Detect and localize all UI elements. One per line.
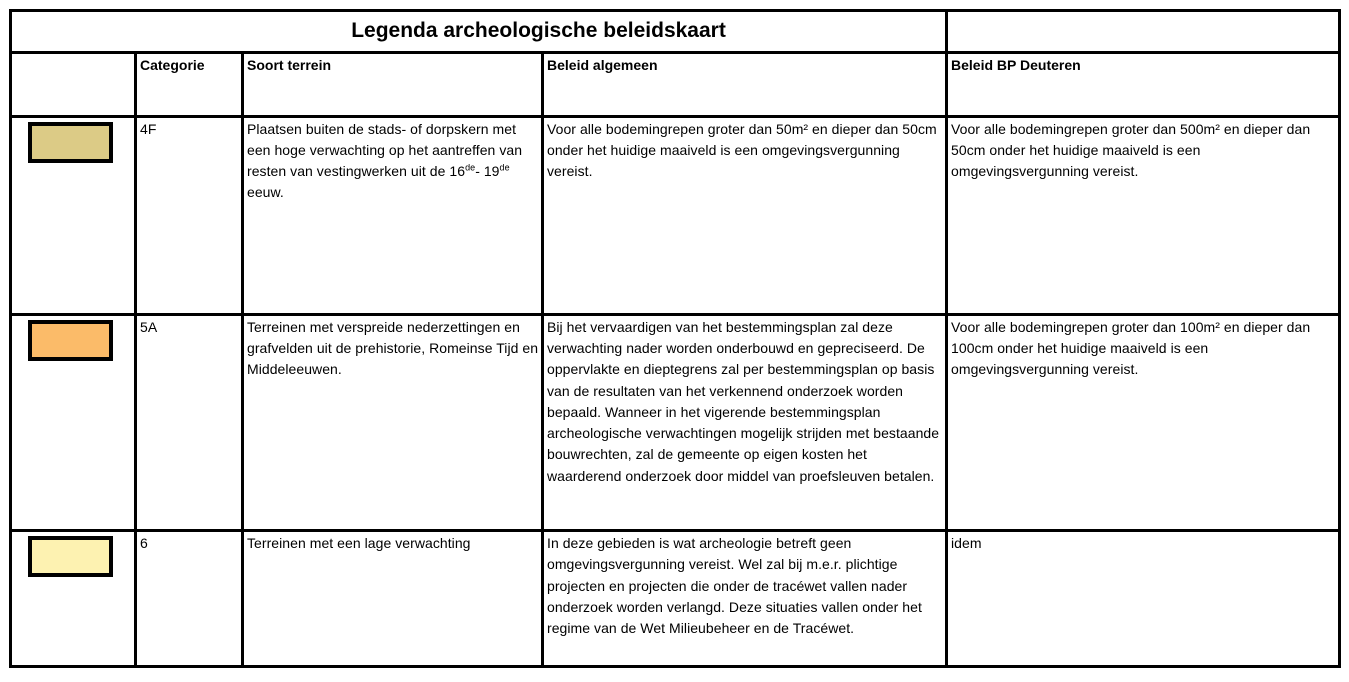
category-cell: 5A xyxy=(136,314,243,530)
table-row xyxy=(11,314,1340,530)
header-terrain: Soort terrein xyxy=(243,52,543,116)
swatch-cell xyxy=(11,530,136,666)
policy-bp-cell: Voor alle bodemingrepen groter dan 100m² en dieper dan 100cm onder het huidige maaiveld is een omgevingsvergunning vereist. xyxy=(947,314,1340,530)
color-swatch-4f xyxy=(28,122,113,163)
policy-bp-cell: idem xyxy=(947,530,1340,666)
policy-general-cell: Voor alle bodemingrepen groter dan 50m² en dieper dan 50cm onder het huidige maaiveld is een omgevingsvergunning vereist. xyxy=(543,116,947,314)
terrain-text: - 19 xyxy=(475,163,500,180)
policy-general-cell: Bij het vervaardigen van het bestemmingsplan zal deze verwachting nader worden onderbouwd en gepreciseerd. De oppervlakte en dieptegrens zal per bestemmingsplan op basis van de resultaten van het verkennend onderzoek worden bepaald. Wanneer in het vigerende bestemmingsplan archeologische verwachtingen mogelijk strijden met bestaande bouwrechten, zal de gemeente op eigen kosten het waarderend onderzoek door middel van proefsleuven betalen. xyxy=(543,314,947,530)
policy-bp-cell: Voor alle bodemingrepen groter dan 500m² en dieper dan 50cm onder het huidige maaiveld is een omgevingsvergunning vereist. xyxy=(947,116,1340,314)
superscript: de xyxy=(499,162,510,173)
title-empty-cell xyxy=(947,11,1340,53)
swatch-cell xyxy=(11,116,136,314)
category-cell: 4F xyxy=(136,116,243,314)
superscript: de xyxy=(465,162,476,173)
terrain-text: eeuw. xyxy=(247,184,284,201)
policy-general-cell: In deze gebieden is wat archeologie betreft geen omgevingsvergunning vereist. Wel zal bij m.e.r. plichtige projecten en projecten die onder de tracéwet vallen nader onderzoek worden verlangd. Deze situaties vallen onder het regime van de Wet Milieubeheer en de Tracéwet. xyxy=(543,530,947,666)
header-empty-cell xyxy=(11,52,136,116)
terrain-cell: Terreinen met een lage verwachting xyxy=(243,530,543,666)
category-cell: 6 xyxy=(136,530,243,666)
legend-title: Legenda archeologische beleidskaart xyxy=(351,19,726,43)
header-policy-general: Beleid algemeen xyxy=(543,52,947,116)
legend-table xyxy=(9,9,1341,668)
swatch-cell xyxy=(11,314,136,530)
header-row xyxy=(11,52,1340,116)
terrain-text: Plaatsen buiten de stads- of dorpskern met een hoge verwachting op het aantreffen van resten van vestingwerken uit de 16 xyxy=(247,120,523,180)
table-row xyxy=(11,530,1340,666)
title-cell xyxy=(11,11,947,53)
terrain-cell xyxy=(243,116,543,314)
color-swatch-5a xyxy=(28,320,113,361)
header-policy-bp: Beleid BP Deuteren xyxy=(947,52,1340,116)
color-swatch-6 xyxy=(28,536,113,577)
table-row xyxy=(11,116,1340,314)
terrain-cell: Terreinen met verspreide nederzettingen en grafvelden uit de prehistorie, Romeinse Tijd en Middeleeuwen. xyxy=(243,314,543,530)
header-category: Categorie xyxy=(136,52,243,116)
